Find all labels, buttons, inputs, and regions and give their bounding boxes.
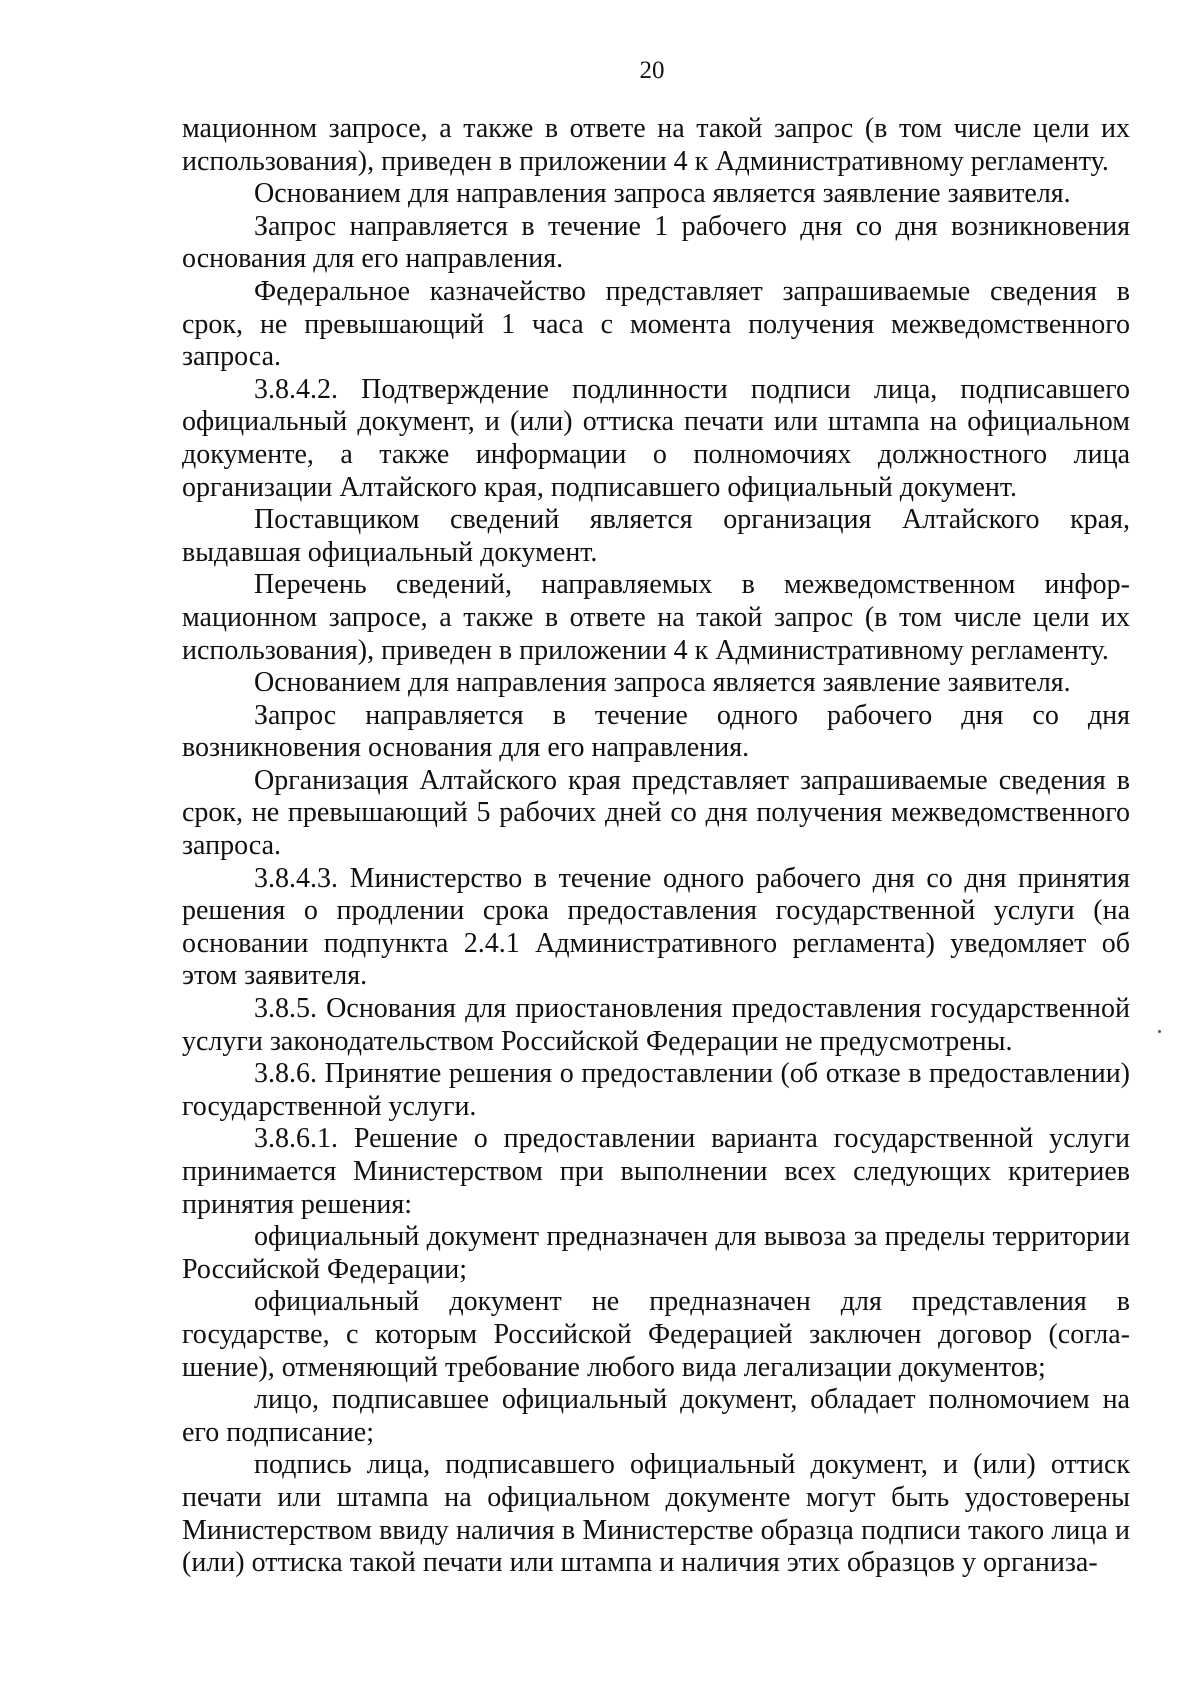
paragraph-3-8-5: 3.8.5. Основания для приостановления предоставления государственной услуги законодательством Российской Федерации не предусмотрены. [182, 993, 1130, 1057]
paragraph: Запрос направляется в течение 1 рабочего дня со дня возникновения основания для его направления. [182, 210, 1130, 275]
paragraph-3-8-4-2: 3.8.4.2. Подтверждение подлинности подписи лица, подписавшего официальный документ, и (или) оттиска печати или штампа на официальном документе, а также информации о полномочиях должностного лица организации Алтайского края, подписавшего официальный документ. [182, 373, 1130, 503]
paragraph-continuation: мационном запросе, а также в ответе на такой запрос (в том числе цели их использования), приведен в приложении 4 к Административному регламенту. [182, 113, 1130, 177]
criterion-item: официальный документ не предназначен для представления в государстве, с которым Российской Федерацией заключен договор (соглашение), отменяющий требование любого вида легализации документов; [182, 1286, 1130, 1383]
paragraph: Федеральное казначейство представляет запрашиваемые сведения в срок, не превышающий 1 часа с момента получения межведомственного запроса. [182, 275, 1130, 373]
paragraph-3-8-6-1: 3.8.6.1. Решение о предоставлении варианта государственной услуги принимается Министерством при выполнении всех следующих критериев принятия решения: [182, 1123, 1130, 1220]
paragraph-3-8-4-3: 3.8.4.3. Министерство в течение одного рабочего дня со дня принятия решения о продлении срока предоставления государственной услуги (на основании подпункта 2.4.1 Административного регламента) уведомляет об этом заявителя. [182, 862, 1130, 992]
criterion-item: лицо, подписавшее официальный документ, обладает полномочием на его подписание; [182, 1384, 1130, 1448]
scan-speck [1158, 1030, 1161, 1033]
paragraph: Поставщиком сведений является организация Алтайского края, выдавшая официальный документ. [182, 504, 1130, 568]
page-number: 20 [639, 57, 665, 84]
paragraph: Перечень сведений, направляемых в межведомственном информационном запросе, а также в ответе на такой запрос (в том числе цели их использования), приведен в приложении 4 к Административному регламенту. [182, 569, 1130, 666]
paragraph-3-8-6: 3.8.6. Принятие решения о предоставлении (об отказе в предоставлении) государственной услуги. [182, 1058, 1130, 1122]
paragraph: Основанием для направления запроса является заявление заявителя. [254, 667, 1071, 699]
criterion-item: подпись лица, подписавшего официальный документ, и (или) оттиск печати или штампа на официальном документе могут быть удостоверены Министерством ввиду наличия в Министерстве образца подписи такого лица и (или) оттиска такой печати или штампа и наличия этих образцов у организа- [182, 1449, 1130, 1579]
document-body [182, 113, 1130, 1580]
criterion-item: официальный документ предназначен для вывоза за пределы территории Российской Федерации; [182, 1221, 1130, 1285]
paragraph: Основанием для направления запроса является заявление заявителя. [254, 178, 1071, 210]
paragraph: Запрос направляется в течение одного рабочего дня со дня возникновения основания для его направления. [182, 699, 1130, 764]
paragraph: Организация Алтайского края представляет запрашиваемые сведения в срок, не превышающий 5 рабочих дней со дня получения межведомственного запроса. [182, 764, 1130, 862]
